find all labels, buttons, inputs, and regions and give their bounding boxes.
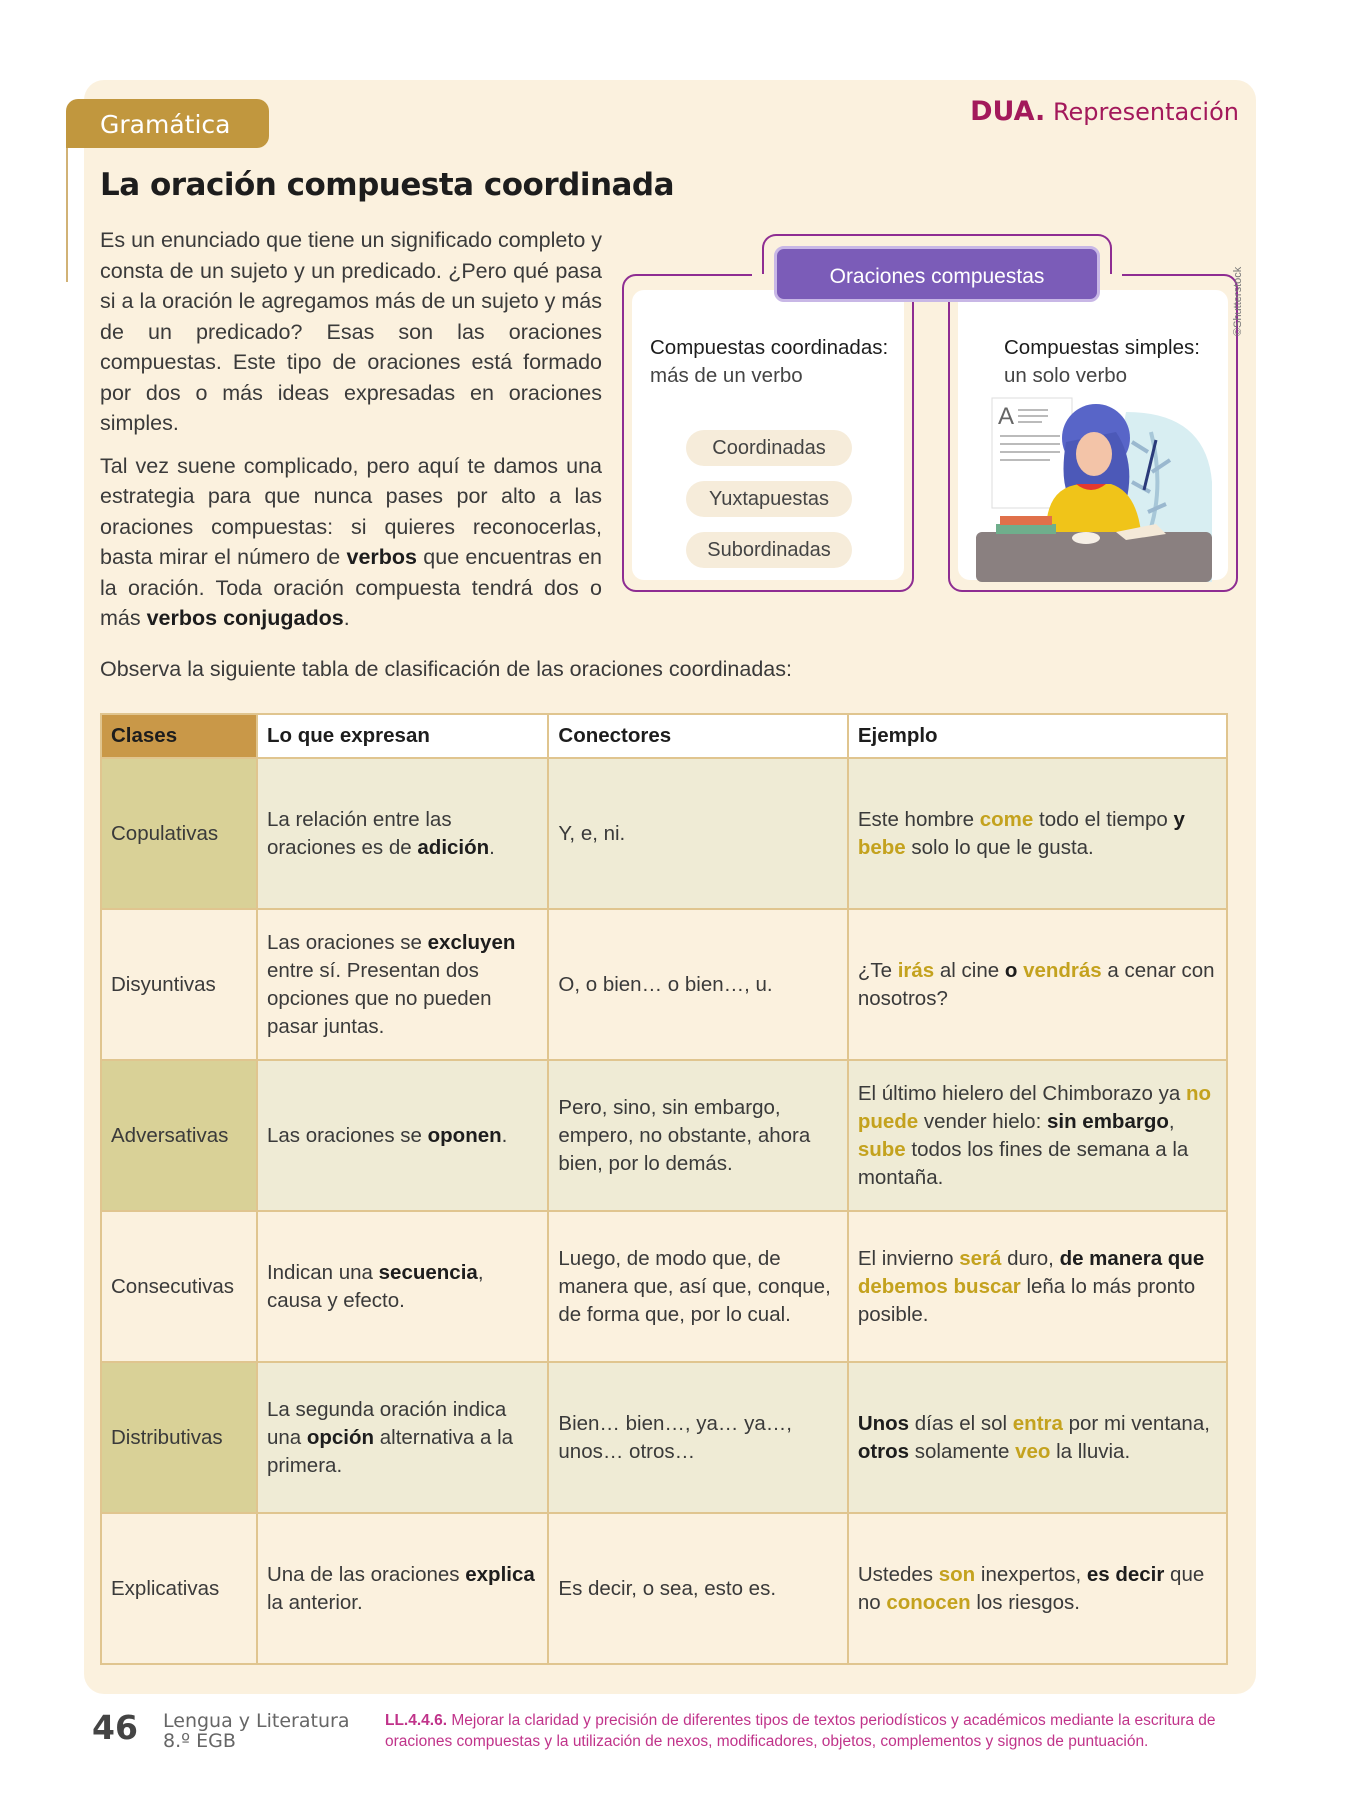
table-row bbox=[101, 1211, 1227, 1362]
left-card-title: Compuestas coordinadas bbox=[650, 336, 883, 359]
cell-clase: Distributivas bbox=[101, 1362, 257, 1513]
cell-ejemplo: Este hombre come todo el tiempo y bebe solo lo que le gusta. bbox=[848, 758, 1227, 909]
left-card-heading: Compuestas coordinadas: más de un verbo bbox=[650, 336, 889, 387]
intro-p2-e: . bbox=[343, 606, 350, 630]
right-card-heading: Compuestas simples: un solo verbo bbox=[1004, 336, 1200, 387]
cell-clase: Explicativas bbox=[101, 1513, 257, 1664]
chip-coordinadas: Coordinadas bbox=[686, 430, 852, 466]
cell-conectores: Pero, sino, sin embargo, empero, no obstante, ahora bien, por lo demás. bbox=[548, 1060, 847, 1211]
dua-subtitle: Representación bbox=[1052, 98, 1239, 126]
cell-conectores: Y, e, ni. bbox=[548, 758, 847, 909]
intro-p2-a: Tal vez suene complicado, pero aquí te damos una estrategia para que nunca pases por alto a las oraciones compuestas: si quieres reconocerlas, basta mirar el número de bbox=[100, 453, 602, 569]
footer-grade: 8.º EGB bbox=[163, 1730, 236, 1752]
header-clases: Clases bbox=[101, 714, 257, 758]
chip-subordinadas: Subordinadas bbox=[686, 532, 852, 568]
intro-paragraph-1: Es un enunciado que tiene un significado completo y consta de un sujeto y un predicado. ¿Pero qué pasa si a la oración le agregamos más de un sujeto y más de un predicado? Esas son las oraciones compuestas. Este tipo de oraciones está formado por dos o más ideas expresadas en oraciones simples. bbox=[100, 228, 603, 435]
intro-p2-c: que encuentras en la oración. Toda oración compuesta tendrá dos o más bbox=[100, 545, 602, 630]
cell-clase: Copulativas bbox=[101, 758, 257, 909]
cell-conectores: Es decir, o sea, esto es. bbox=[548, 1513, 847, 1664]
cell-ejemplo: Ustedes son inexpertos, es decir que no conocen los riesgos. bbox=[848, 1513, 1227, 1664]
cell-expresan: La segunda oración indica una opción alternativa a la primera. bbox=[257, 1362, 548, 1513]
diagram-root-node: Oraciones compuestas bbox=[774, 246, 1100, 302]
cell-clase: Adversativas bbox=[101, 1060, 257, 1211]
footer-standard bbox=[385, 1710, 1245, 1752]
cell-ejemplo: El último hielero del Chimborazo ya no puede vender hielo: sin embargo, sube todos los fines de semana a la montaña. bbox=[848, 1060, 1227, 1211]
header-conectores: Conectores bbox=[548, 714, 847, 758]
footer-standard-text: Mejorar la claridad y precisión de diferentes tipos de textos periodísticos y académicos mediante la escritura de oraciones compuestas y la utilización de nexos, modificadores, objetos, complementos y signos de puntuación. bbox=[385, 1712, 1216, 1750]
header-expresan: Lo que expresan bbox=[257, 714, 548, 758]
footer-subject bbox=[163, 1711, 349, 1751]
compound-sentence-diagram bbox=[620, 234, 1244, 596]
page-title: La oración compuesta coordinada bbox=[100, 167, 675, 203]
cell-ejemplo: El invierno será duro, de manera que debemos buscar leña lo más pronto posible. bbox=[848, 1211, 1227, 1362]
table-row bbox=[101, 1513, 1227, 1664]
section-tab: Gramática bbox=[66, 99, 269, 148]
dua-label bbox=[970, 96, 1239, 127]
header-ejemplo: Ejemplo bbox=[848, 714, 1227, 758]
writing-girl-illustration bbox=[976, 392, 1212, 582]
left-card-subtitle: más de un verbo bbox=[650, 364, 803, 387]
table-header-row bbox=[101, 714, 1227, 758]
cell-ejemplo: ¿Te irás al cine o vendrás a cenar con nosotros? bbox=[848, 909, 1227, 1060]
table-row bbox=[101, 758, 1227, 909]
cell-expresan: La relación entre las oraciones es de adición. bbox=[257, 758, 548, 909]
intro-p2-b: verbos bbox=[346, 545, 417, 569]
intro-paragraph-2 bbox=[100, 451, 602, 634]
footer-subject-name: Lengua y Literatura bbox=[163, 1710, 350, 1732]
dua-title: DUA. bbox=[970, 96, 1046, 127]
right-card-title: Compuestas simples bbox=[1004, 336, 1195, 359]
cell-conectores: Bien… bien…, ya… ya…, unos… otros… bbox=[548, 1362, 847, 1513]
cell-conectores: O, o bien… o bien…, u. bbox=[548, 909, 847, 1060]
cell-expresan: Las oraciones se oponen. bbox=[257, 1060, 548, 1211]
svg-text:A: A bbox=[998, 403, 1015, 430]
page-number: 46 bbox=[92, 1708, 138, 1747]
table-intro: Observa la siguiente tabla de clasificación de las oraciones coordinadas: bbox=[100, 657, 792, 681]
cell-clase: Consecutivas bbox=[101, 1211, 257, 1362]
tab-fold-line bbox=[66, 148, 84, 282]
cell-expresan: Las oraciones se excluyen entre sí. Presentan dos opciones que no pueden pasar juntas. bbox=[257, 909, 548, 1060]
cell-clase: Disyuntivas bbox=[101, 909, 257, 1060]
image-credit: ©Shutterstock bbox=[1232, 266, 1244, 336]
intro-p2-d: verbos conjugados bbox=[146, 606, 344, 630]
intro-text bbox=[100, 225, 602, 646]
cell-expresan: Indican una secuencia, causa y efecto. bbox=[257, 1211, 548, 1362]
cell-expresan: Una de las oraciones explica la anterior. bbox=[257, 1513, 548, 1664]
cell-conectores: Luego, de modo que, de manera que, así que, conque, de forma que, por lo cual. bbox=[548, 1211, 847, 1362]
right-card-subtitle: un solo verbo bbox=[1004, 364, 1128, 387]
footer-standard-code: LL.4.4.6. bbox=[385, 1712, 448, 1729]
cell-ejemplo: Unos días el sol entra por mi ventana, otros solamente veo la lluvia. bbox=[848, 1362, 1227, 1513]
classification-table bbox=[100, 713, 1228, 1665]
chip-yuxtapuestas: Yuxtapuestas bbox=[686, 481, 852, 517]
table-row bbox=[101, 1060, 1227, 1211]
table-row bbox=[101, 909, 1227, 1060]
table-row bbox=[101, 1362, 1227, 1513]
